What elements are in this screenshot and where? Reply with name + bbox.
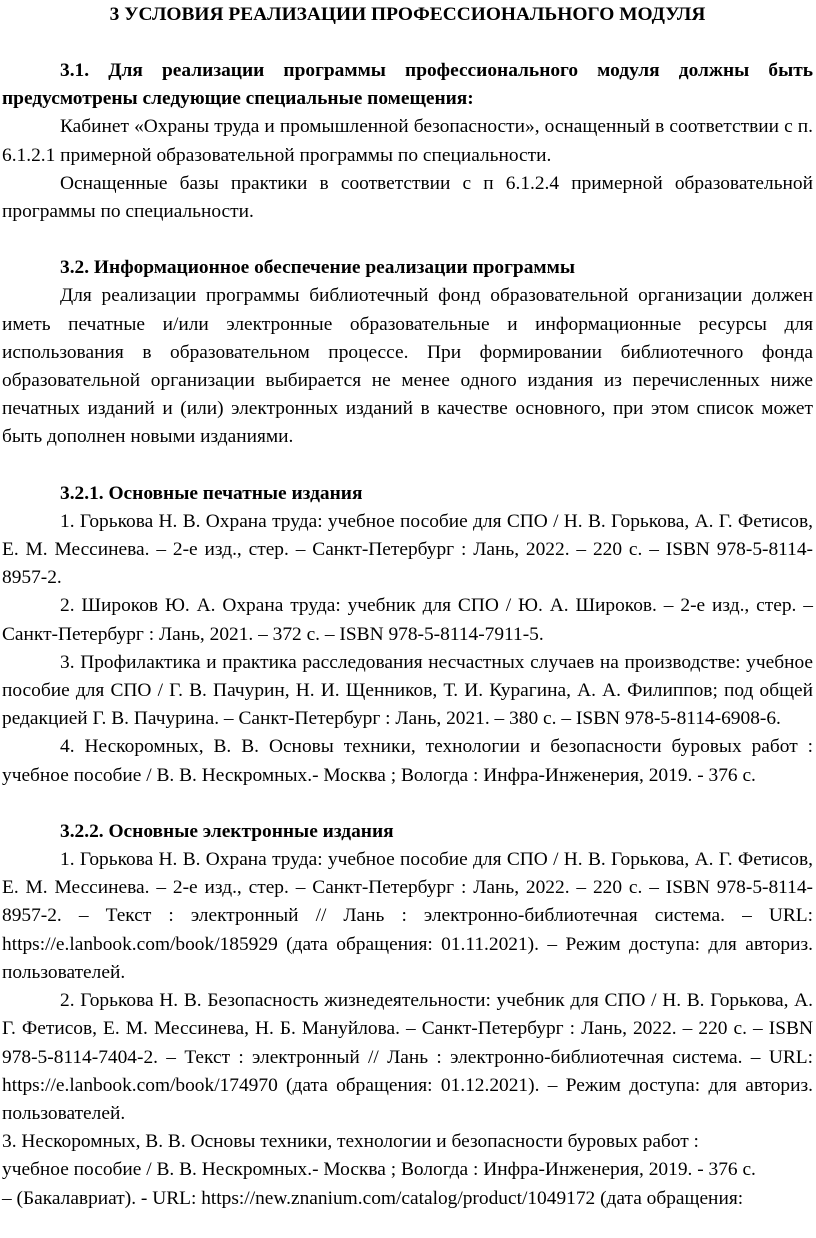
electronic-reference-3-line-1: 3. Нескоромных, В. В. Основы техники, технологии и безопасности буровых работ : — [2, 1131, 699, 1153]
section-3-1-paragraph-1: Кабинет «Охраны труда и промышленной безопасности», оснащенный в соответствии с п. 6.1.2.1 примерной образовательной программы по специальности. — [2, 116, 813, 166]
section-3-1-paragraph-2: Оснащенные базы практики в соответствии с п 6.1.2.4 примерной образовательной программы по специальности. — [2, 172, 813, 223]
spacer — [2, 790, 813, 818]
section-3-2-heading: 3.2. Информационное обеспечение реализации программы — [60, 257, 575, 279]
section-3-2-1-heading: 3.2.1. Основные печатные издания — [60, 482, 363, 504]
section-3-2-2 — [2, 818, 813, 1213]
print-reference-2: 2. Широков Ю. А. Охрана труда: учебник для СПО / Ю. А. Широков. – 2-е изд., стер. – Санкт-Петербург : Лань, 2021. – 372 с. – ISBN 978-5-8114-7911-5. — [2, 595, 813, 645]
print-reference-3: 3. Профилактика и практика расследования несчастных случаев на производстве: учебное пособие для СПО / Г. В. Пачурин, Н. И. Щенников, Т. И. Курагина, А. А. Филиппов; под общей редакцией Г. В. Пачурина. – Санкт-Петербург : Лань, 2021. – 380 с. – ISBN 978-5-8114-6908-6. — [2, 651, 813, 730]
print-reference-1: 1. Горькова Н. В. Охрана труда: учебное пособие для СПО / Н. В. Горькова, А. Г. Фетисов, Е. М. Мессинева. – 2-е изд., стер. – Санкт-Петербург : Лань, 2022. – 220 с. – ISBN 978-5-8114-8957-2. — [2, 510, 813, 589]
section-3-2-paragraph: Для реализации программы библиотечный фонд образовательной организации должен иметь печатные и/или электронные образовательные и информационные ресурсы для использования в образовательном процессе. При формировании библиотечного фонда образовательной организации выбирается не менее одного издания из перечисленных ниже печатных изданий и (или) электронных изданий в качестве основного, при этом список может быть дополнен новыми изданиями. — [2, 285, 813, 448]
spacer — [2, 452, 813, 480]
document-title: 3 УСЛОВИЯ РЕАЛИЗАЦИИ ПРОФЕССИОНАЛЬНОГО МОДУЛЯ — [109, 4, 706, 25]
section-3-2-1 — [2, 480, 813, 790]
section-3-1-heading: 3.1. Для реализации программы профессионального модуля должны быть предусмотрены следующие специальные помещения: — [2, 60, 813, 110]
electronic-reference-2: 2. Горькова Н. В. Безопасность жизнедеятельности: учебник для СПО / Н. В. Горькова, А. Г. Фетисов, Е. М. Мессинева, Н. Б. Мануйлова. – Санкт-Петербург : Лань, 2022. – 220 с. – ISBN 978-5-8114-7404-2. – Текст : электронный // Лань : электронно-библиотечная система. – URL: https://e.lanbook.com/book/174970 (дата обращения: 01.12.2021). – Режим доступа: для авториз. пользователей. — [2, 990, 813, 1124]
section-3-2 — [2, 254, 813, 451]
section-3-2-2-heading: 3.2.2. Основные электронные издания — [60, 820, 394, 842]
section-3-1 — [2, 57, 813, 226]
print-reference-4: 4. Нескоромных, В. В. Основы техники, технологии и безопасности буровых работ : учебное пособие / В. В. Нескромных.- Москва ; Вологда : Инфра-Инженерия, 2019. - 376 с. — [2, 736, 813, 786]
spacer — [2, 29, 813, 57]
spacer — [2, 226, 813, 254]
electronic-reference-3-line-2: учебное пособие / В. В. Нескромных.- Москва ; Вологда : Инфра-Инженерия, 2019. - 376 с. — [2, 1159, 756, 1181]
electronic-reference-1: 1. Горькова Н. В. Охрана труда: учебное пособие для СПО / Н. В. Горькова, А. Г. Фетисов, Е. М. Мессинева. – 2-е изд., стер. – Санкт-Петербург : Лань, 2022. – 220 с. – ISBN 978-5-8114-8957-2. – Текст : электронный // Лань : электронно-библиотечная система. – URL: https://e.lanbook.com/book/185929 (дата обращения: 01.11.2021). – Режим доступа: для авториз. пользователей. — [2, 849, 813, 983]
electronic-reference-3-line-3: – (Бакалавриат). - URL: https://new.znanium.com/catalog/product/1049172 (дата обращения: — [2, 1187, 744, 1209]
